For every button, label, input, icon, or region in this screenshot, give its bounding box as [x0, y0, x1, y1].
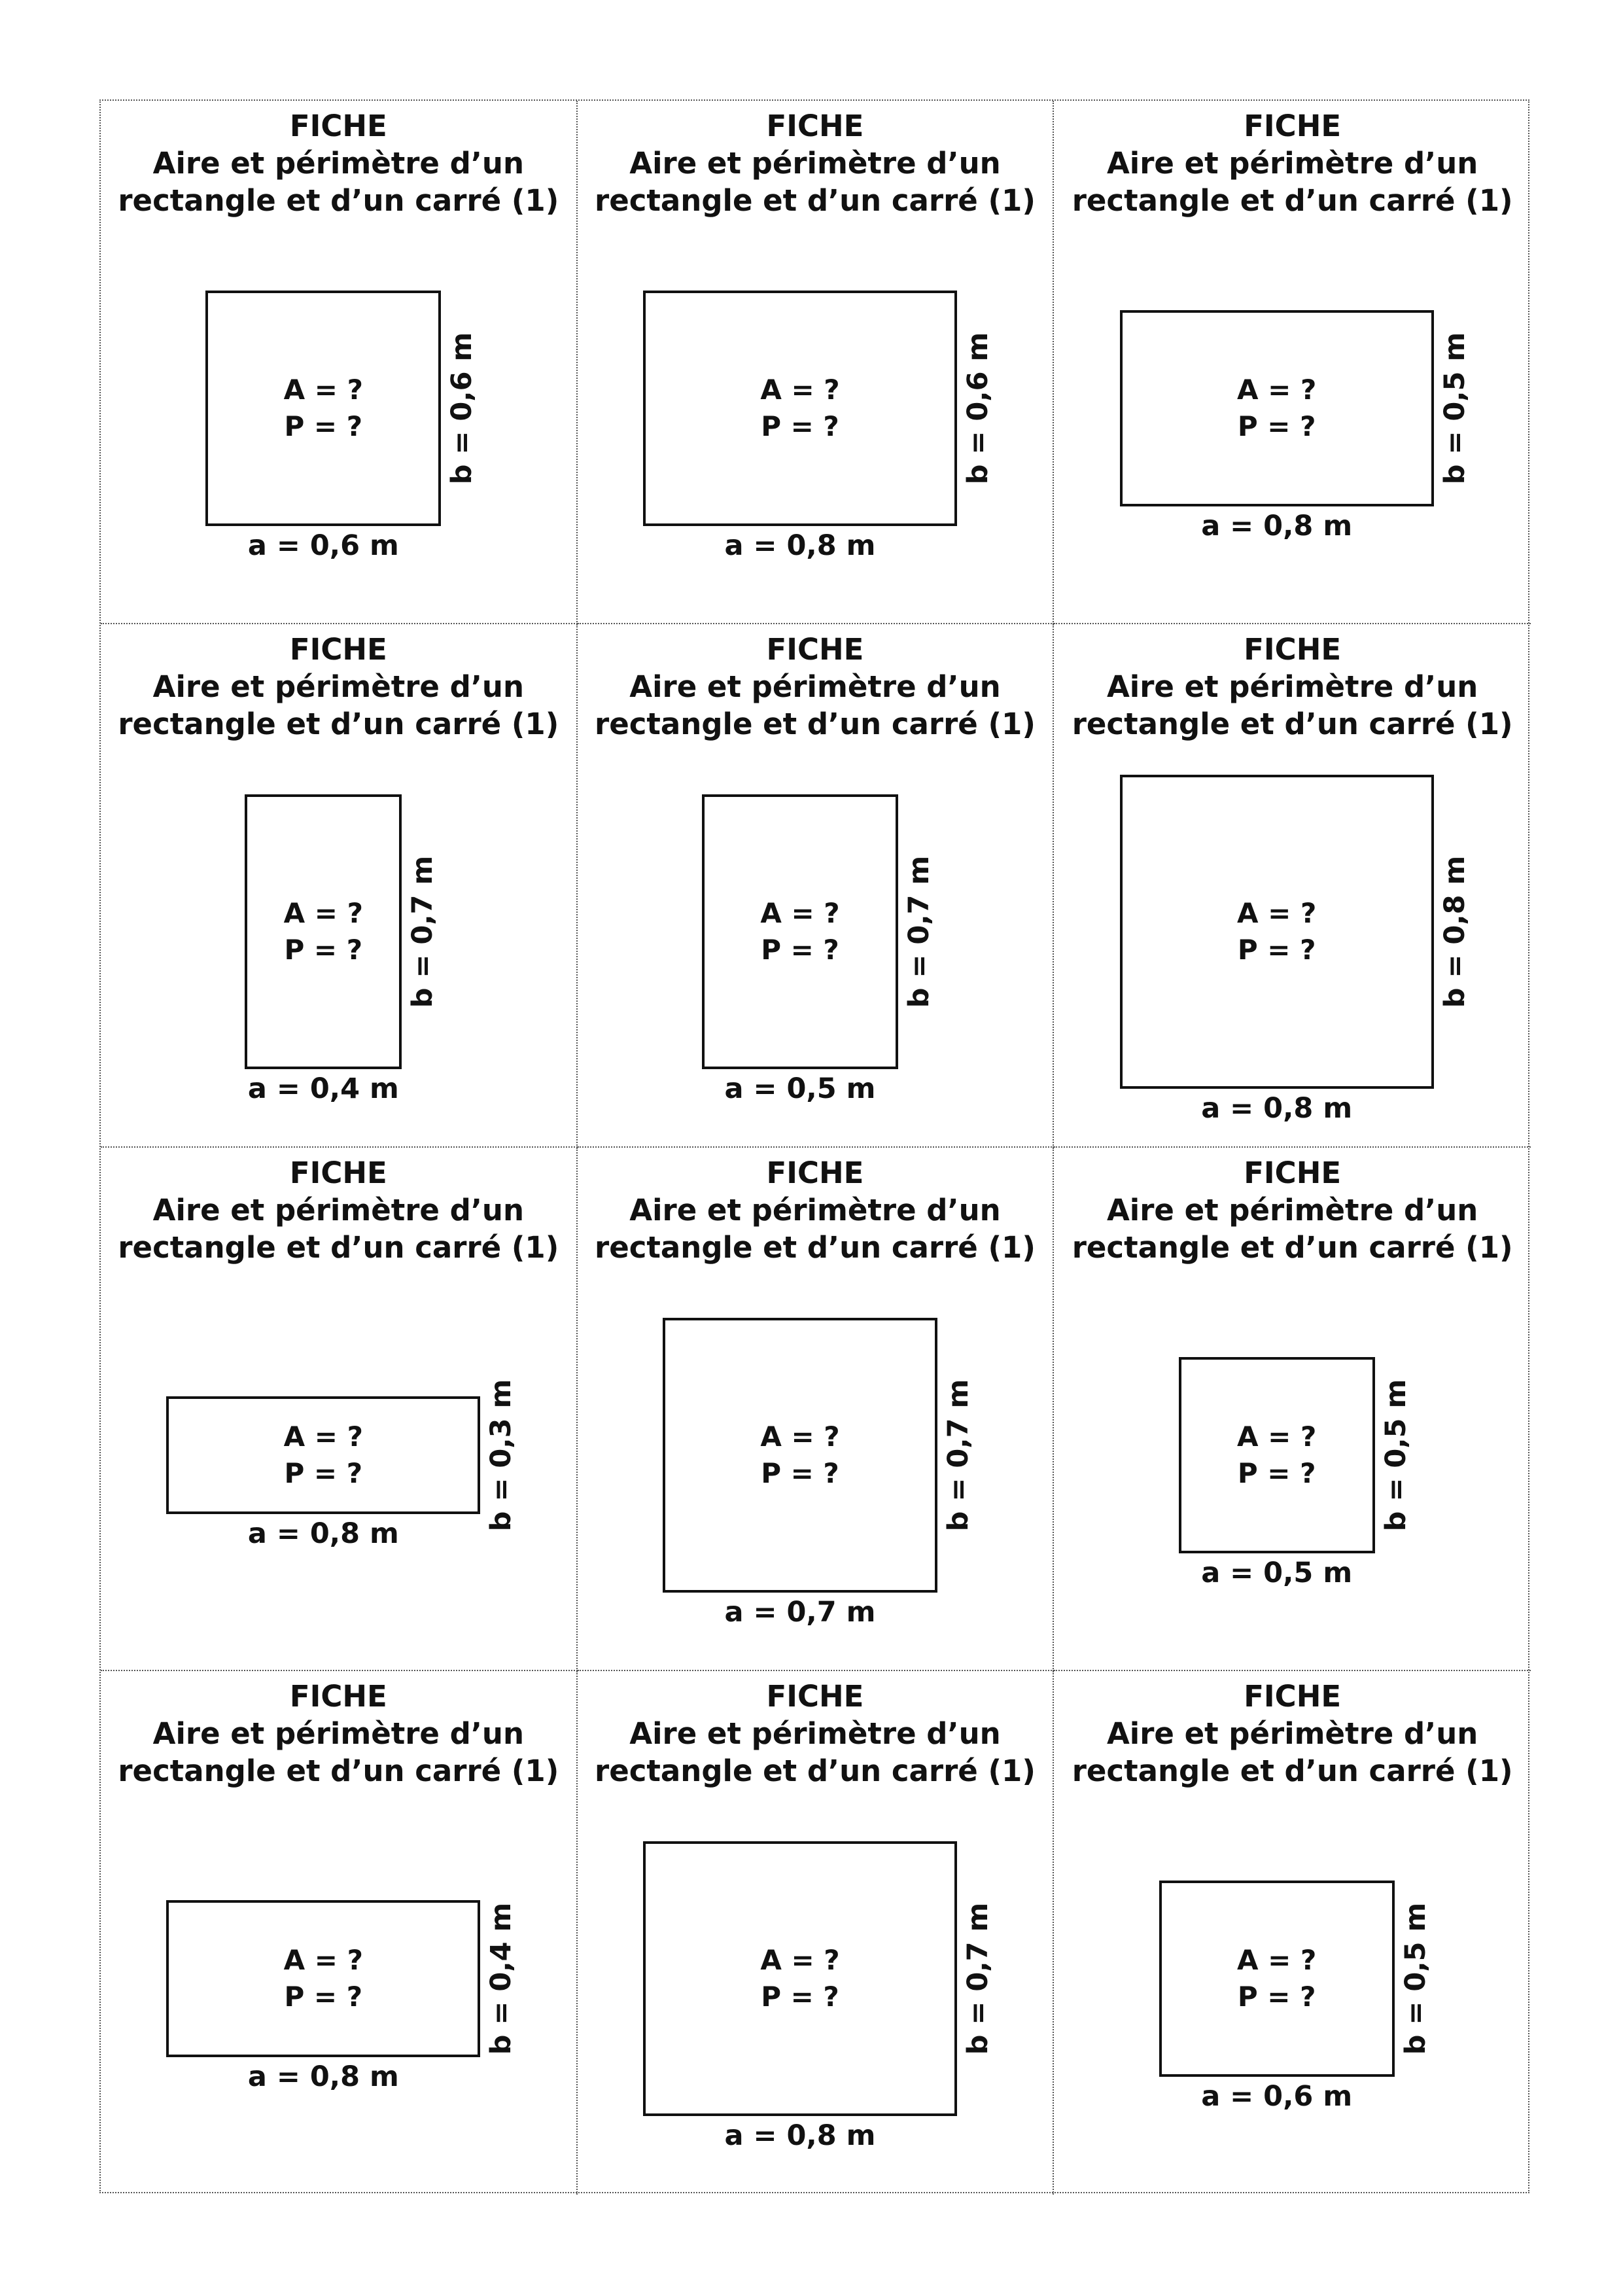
perimeter-question: P = ? [1237, 1981, 1316, 2013]
side-b-label: b = 0,6 m [445, 332, 479, 485]
card-subtitle-line1: Aire et périmètre d’un [1106, 669, 1478, 704]
side-b-label: b = 0,6 m [961, 332, 994, 485]
rectangle-figure [1159, 1881, 1395, 2077]
card-subtitle-line1: Aire et périmètre d’un [1106, 146, 1478, 181]
side-b-label: b = 0,7 m [406, 855, 440, 1008]
rectangle-figure [1179, 1357, 1375, 1553]
perimeter-question: P = ? [284, 1981, 363, 2013]
perimeter-question: P = ? [1237, 410, 1316, 442]
area-question: A = ? [1237, 1944, 1317, 1976]
card-title: FICHE [766, 1156, 864, 1190]
card-title: FICHE [1244, 632, 1342, 667]
card-title: FICHE [1244, 1679, 1342, 1714]
card-heading [578, 1154, 1053, 1266]
area-question: A = ? [760, 1944, 840, 1976]
area-question: A = ? [283, 1421, 363, 1453]
question-block [169, 1942, 478, 2015]
side-a-label: a = 0,5 m [1201, 1557, 1353, 1589]
side-b-label: b = 0,4 m [485, 1902, 518, 2055]
question-block [1123, 895, 1431, 968]
perimeter-question: P = ? [761, 934, 839, 966]
side-a-label: a = 0,6 m [1201, 2080, 1353, 2113]
exercise-card [101, 101, 578, 624]
card-heading [101, 631, 576, 743]
card-subtitle-line1: Aire et périmètre d’un [629, 669, 1001, 704]
card-subtitle-line1: Aire et périmètre d’un [152, 669, 524, 704]
card-subtitle-line2: rectangle et d’un carré (1) [118, 1754, 559, 1788]
rectangle-figure [245, 794, 402, 1069]
question-block [1123, 372, 1431, 445]
card-subtitle-line2: rectangle et d’un carré (1) [1072, 1230, 1513, 1265]
question-block [169, 1419, 478, 1492]
side-b-label: b = 0,7 m [961, 1902, 994, 2055]
side-a-label: a = 0,8 m [1201, 510, 1353, 542]
card-subtitle-line1: Aire et périmètre d’un [629, 1193, 1001, 1227]
card-heading [578, 1678, 1053, 1790]
rectangle-figure [166, 1900, 480, 2057]
perimeter-question: P = ? [1237, 934, 1316, 966]
side-a-label: a = 0,7 m [724, 1596, 876, 1629]
exercise-card [101, 624, 578, 1148]
rectangle-figure [643, 291, 957, 526]
perimeter-question: P = ? [761, 1457, 839, 1489]
card-title: FICHE [1244, 109, 1342, 143]
card-subtitle-line1: Aire et périmètre d’un [152, 1716, 524, 1751]
card-subtitle-line1: Aire et périmètre d’un [629, 146, 1001, 181]
question-block [208, 372, 438, 445]
card-title: FICHE [289, 1679, 387, 1714]
exercise-card [578, 1671, 1055, 2195]
card-subtitle-line2: rectangle et d’un carré (1) [1072, 183, 1513, 218]
perimeter-question: P = ? [761, 1981, 839, 2013]
card-heading [578, 631, 1053, 743]
card-heading [578, 107, 1053, 219]
card-subtitle-line1: Aire et périmètre d’un [152, 146, 524, 181]
question-block [646, 372, 954, 445]
card-subtitle-line1: Aire et périmètre d’un [1106, 1193, 1478, 1227]
exercise-card [1054, 101, 1531, 624]
card-title: FICHE [289, 1156, 387, 1190]
perimeter-question: P = ? [284, 1457, 363, 1489]
perimeter-question: P = ? [1237, 1457, 1316, 1489]
card-subtitle-line2: rectangle et d’un carré (1) [118, 1230, 559, 1265]
area-question: A = ? [1237, 897, 1317, 929]
card-subtitle-line1: Aire et périmètre d’un [1106, 1716, 1478, 1751]
exercise-card [1054, 624, 1531, 1148]
question-block [1181, 1419, 1372, 1492]
card-title: FICHE [289, 109, 387, 143]
question-block [1162, 1942, 1392, 2015]
card-subtitle-line2: rectangle et d’un carré (1) [118, 183, 559, 218]
exercise-card [578, 1148, 1055, 1671]
rectangle-figure [1120, 775, 1434, 1089]
rectangle-figure [1120, 310, 1434, 506]
exercise-card [578, 624, 1055, 1148]
side-b-label: b = 0,5 m [1399, 1902, 1432, 2055]
area-question: A = ? [1237, 1421, 1317, 1453]
card-subtitle-line1: Aire et périmètre d’un [152, 1193, 524, 1227]
exercise-card [101, 1148, 578, 1671]
side-b-label: b = 0,5 m [1438, 332, 1471, 485]
side-a-label: a = 0,8 m [247, 1517, 399, 1550]
card-subtitle-line2: rectangle et d’un carré (1) [595, 183, 1036, 218]
card-title: FICHE [1244, 1156, 1342, 1190]
card-subtitle-line2: rectangle et d’un carré (1) [595, 1754, 1036, 1788]
question-block [705, 895, 896, 968]
card-heading [101, 1154, 576, 1266]
question-block [247, 895, 399, 968]
side-a-label: a = 0,8 m [724, 2119, 876, 2152]
card-subtitle-line2: rectangle et d’un carré (1) [1072, 1754, 1513, 1788]
card-heading [101, 1678, 576, 1790]
card-subtitle-line2: rectangle et d’un carré (1) [595, 707, 1036, 741]
perimeter-question: P = ? [284, 934, 363, 966]
card-subtitle-line2: rectangle et d’un carré (1) [595, 1230, 1036, 1265]
exercise-card [578, 101, 1055, 624]
card-title: FICHE [766, 109, 864, 143]
rectangle-figure [663, 1318, 937, 1593]
area-question: A = ? [760, 897, 840, 929]
side-a-label: a = 0,6 m [247, 529, 399, 562]
question-block [665, 1419, 935, 1492]
exercise-card [101, 1671, 578, 2195]
rectangle-figure [702, 794, 898, 1069]
area-question: A = ? [283, 897, 363, 929]
card-heading [1054, 1678, 1531, 1790]
card-heading [1054, 1154, 1531, 1266]
rectangle-figure [205, 291, 441, 526]
rectangle-figure [643, 1841, 957, 2116]
area-question: A = ? [1237, 374, 1317, 406]
side-b-label: b = 0,3 m [485, 1379, 518, 1532]
exercise-card [1054, 1148, 1531, 1671]
card-subtitle-line1: Aire et périmètre d’un [629, 1716, 1001, 1751]
area-question: A = ? [760, 374, 840, 406]
card-heading [1054, 631, 1531, 743]
side-a-label: a = 0,8 m [247, 2060, 399, 2093]
side-b-label: b = 0,5 m [1379, 1379, 1412, 1532]
question-block [646, 1942, 954, 2015]
side-a-label: a = 0,5 m [724, 1072, 876, 1105]
card-heading [1054, 107, 1531, 219]
area-question: A = ? [283, 374, 363, 406]
exercise-card [1054, 1671, 1531, 2195]
side-b-label: b = 0,7 m [941, 1379, 975, 1532]
area-question: A = ? [760, 1421, 840, 1453]
perimeter-question: P = ? [284, 410, 363, 442]
side-a-label: a = 0,8 m [1201, 1092, 1353, 1125]
card-heading [101, 107, 576, 219]
card-subtitle-line2: rectangle et d’un carré (1) [1072, 707, 1513, 741]
side-b-label: b = 0,7 m [902, 855, 935, 1008]
rectangle-figure [166, 1396, 480, 1514]
card-subtitle-line2: rectangle et d’un carré (1) [118, 707, 559, 741]
card-title: FICHE [766, 632, 864, 667]
side-a-label: a = 0,4 m [247, 1072, 399, 1105]
card-sheet [99, 99, 1529, 2193]
card-title: FICHE [289, 632, 387, 667]
area-question: A = ? [283, 1944, 363, 1976]
perimeter-question: P = ? [761, 410, 839, 442]
side-a-label: a = 0,8 m [724, 529, 876, 562]
card-title: FICHE [766, 1679, 864, 1714]
side-b-label: b = 0,8 m [1438, 855, 1471, 1008]
